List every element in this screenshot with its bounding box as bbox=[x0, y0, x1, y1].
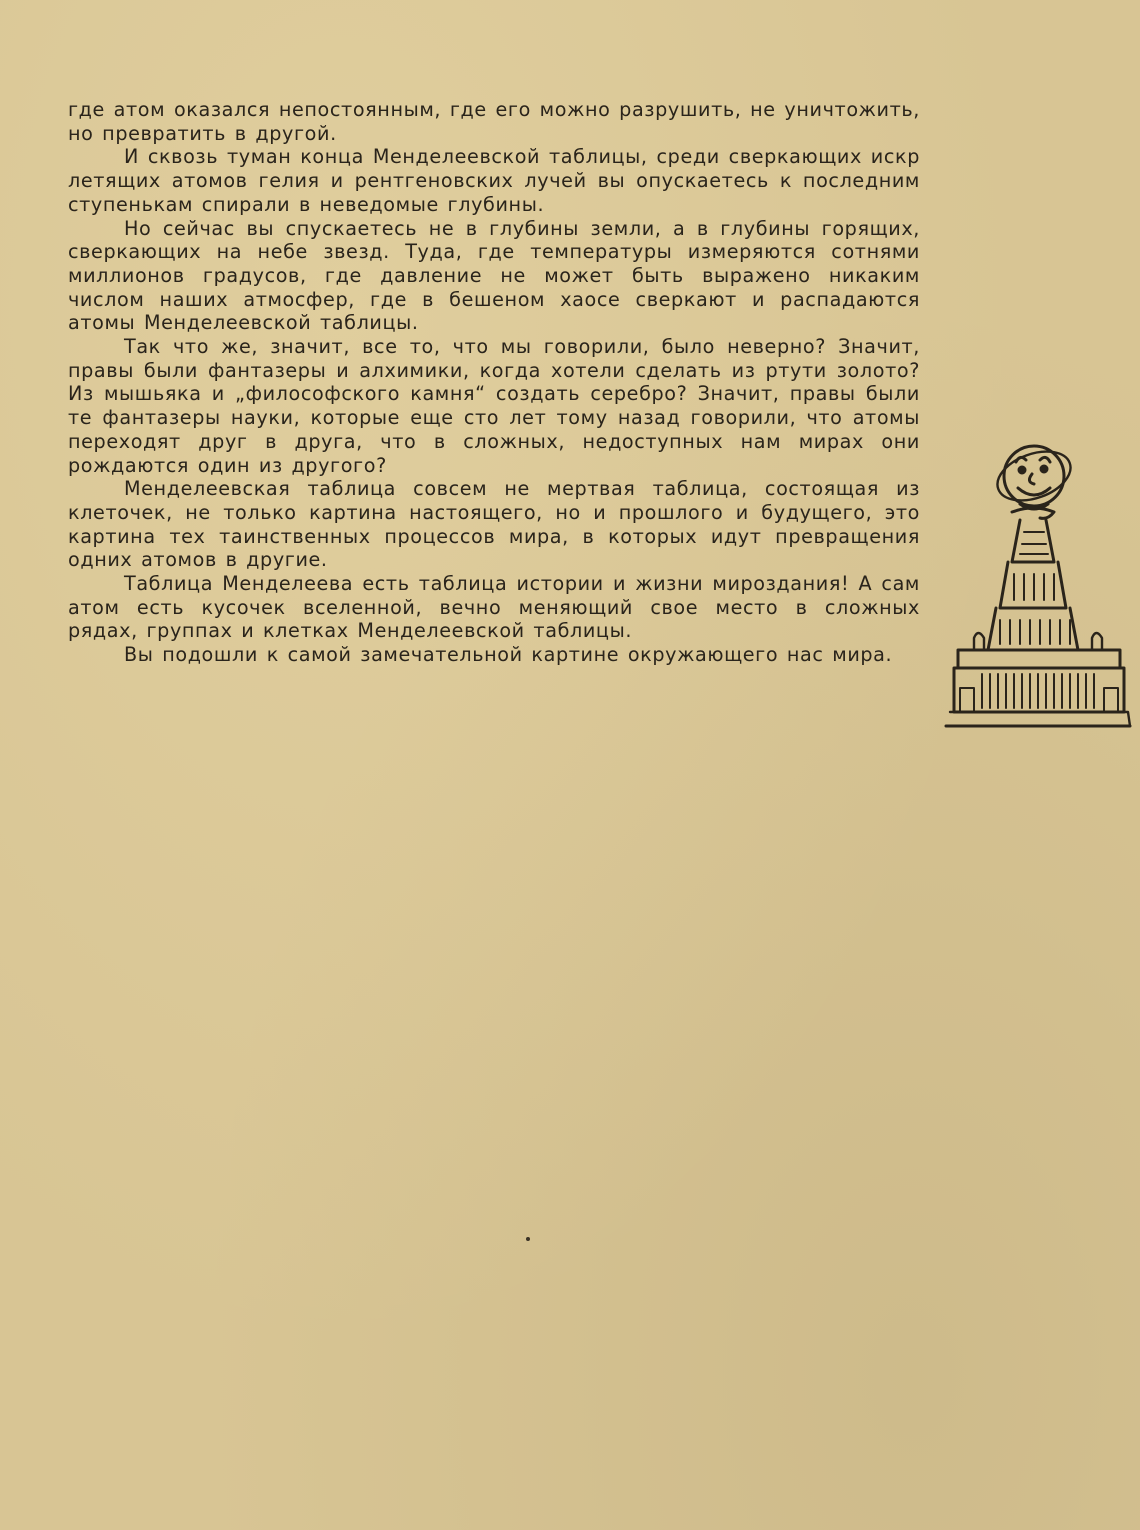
paragraph-6: Таблица Менделеева есть таблица истории и жизни мироздания! А сам атом есть кусочек вселенной, вечно меняющий свое место в сложных рядах, группах и клетках Менделеевской таблицы. bbox=[68, 572, 920, 643]
page-speck bbox=[526, 1237, 530, 1241]
paragraph-1: где атом оказался непостоянным, где его можно разрушить, не уничтожить, но превратить в другой. bbox=[68, 98, 920, 145]
paragraph-7: Вы подошли к самой замечательной картине окружающего нас мира. bbox=[124, 643, 893, 667]
atom-character-on-tower-icon bbox=[942, 438, 1132, 730]
paragraph-5: Менделеевская таблица совсем не мертвая таблица, состоящая из клеточек, не только картина настоящего, но и прошлого и будущего, это картина тех таинственных процессов мира, в которых идут превращения одних атомов в другие. bbox=[68, 477, 920, 572]
body-text bbox=[68, 98, 920, 667]
paragraph-2: И сквозь туман конца Менделеевской таблицы, среди сверкающих искр летящих атомов гелия и рентгеновских лучей вы опускаетесь к последним ступенькам спирали в неведомые глубины. bbox=[68, 145, 920, 216]
paragraph-4: Так что же, значит, все то, что мы говорили, было неверно? Значит, правы были фантазеры и алхимики, когда хотели сделать из ртути золото? Из мышьяка и „философского камня“ создать серебро? Значит, правы были те фантазеры науки, которые еще сто лет тому назад говорили, что атомы переходят друг в друга, что в сложных, недоступных нам мирах они рождаются один из другого? bbox=[68, 335, 920, 477]
paragraph-3: Но сейчас вы спускаетесь не в глубины земли, а в глубины горящих, сверкающих на небе звезд. Туда, где температуры измеряются сотнями миллионов градусов, где давление не может быть выражено никаким числом наших атмосфер, где в бешеном хаосе сверкают и распадаются атомы Менделеевской таблицы. bbox=[68, 216, 920, 335]
